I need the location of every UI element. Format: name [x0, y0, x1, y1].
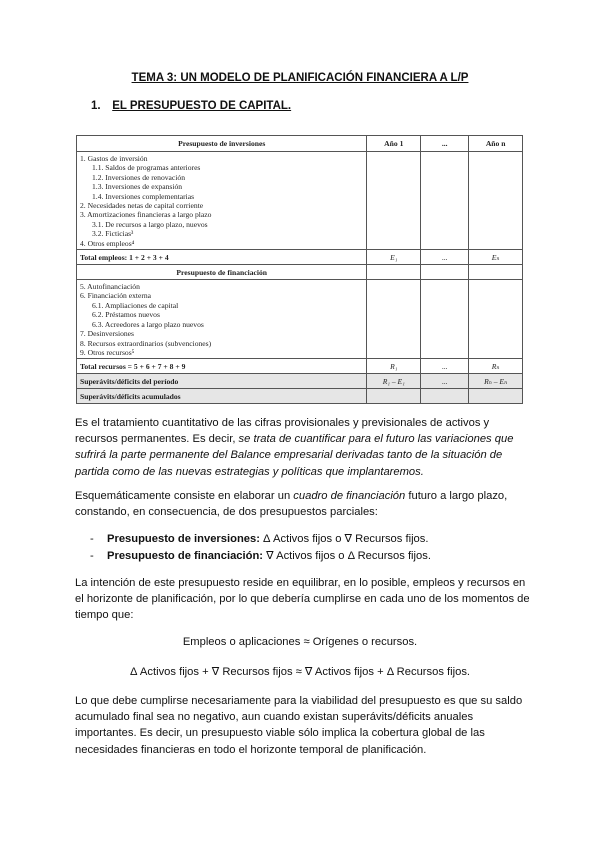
- table-cell: [367, 389, 421, 404]
- table-cell: [469, 265, 523, 280]
- bullet-dash: -: [90, 533, 94, 545]
- table-cell: [421, 152, 469, 250]
- total-uses-yearn: Eₙ: [469, 250, 523, 265]
- financing-items: [77, 280, 367, 359]
- document-title: TEMA 3: UN MODELO DE PLANIFICACIÓN FINANCIERA A L/P: [131, 72, 469, 84]
- list-item: [90, 531, 431, 548]
- paragraph-scheme: [75, 488, 530, 520]
- list-item: 2. Necesidades netas de capital corriente: [80, 201, 204, 211]
- total-uses-year1: E₁: [367, 250, 421, 265]
- list-item: 3.2. Ficticias³: [92, 229, 134, 239]
- dots-header: ...: [421, 136, 469, 152]
- table-cell: [421, 389, 469, 404]
- formula-assets-resources: Δ Activos fijos + ∇ Recursos fijos ≈ ∇ Activos fijos + Δ Recursos fijos.: [129, 666, 471, 678]
- list-item: 5. Autofinanciación: [80, 282, 140, 292]
- paragraph-intention: La intención de este presupuesto reside en equilibrar, en lo posible, empleos y recursos en el horizonte de planificación, por lo que debería cumplirse en cada uno de los momentos de tiempo que:: [75, 577, 530, 622]
- table-cell: [469, 389, 523, 404]
- investment-items-row: [77, 152, 523, 250]
- bullet-dash: -: [90, 549, 94, 562]
- section-number: 1.: [91, 100, 101, 112]
- list-item: 6.3. Acreedores a largo plazo nuevos: [92, 319, 204, 329]
- total-resources-year1: R₁: [367, 359, 421, 374]
- formula-uses-sources: Empleos o aplicaciones ≈ Orígenes o recursos.: [182, 636, 418, 648]
- yearn-header: Año n: [469, 136, 523, 152]
- section-title: EL PRESUPUESTO DE CAPITAL.: [112, 100, 292, 112]
- accumulated-surplus-label: Superávits/déficits acumulados: [77, 389, 367, 404]
- bullet-text: Δ Activos fijos o ∇ Recursos fijos.: [259, 533, 429, 545]
- table-cell: [469, 152, 523, 250]
- list-item: 6.2. Préstamos nuevos: [92, 310, 160, 320]
- table-cell: [421, 280, 469, 359]
- list-item: 1. Gastos de inversión: [80, 154, 148, 163]
- table-cell: [367, 280, 421, 359]
- investments-header: Presupuesto de inversiones: [77, 136, 367, 152]
- list-item: [90, 548, 431, 565]
- year1-header: Año 1: [367, 136, 421, 152]
- financing-header: Presupuesto de financiación: [77, 265, 367, 280]
- accumulated-surplus-row: [77, 389, 523, 404]
- paragraph-scheme-italic: cuadro de financiación: [293, 490, 406, 502]
- table-cell: [367, 265, 421, 280]
- financing-items-row: [77, 280, 523, 359]
- list-item: 1.2. Inversiones de renovación: [92, 172, 185, 182]
- list-item: 1.1. Saldos de programas anteriores: [92, 163, 201, 173]
- period-surplus-year1: R₁ – E₁: [367, 374, 421, 389]
- list-item: 4. Otros empleos⁴: [80, 238, 135, 248]
- total-uses-row: [77, 250, 523, 265]
- total-uses-dots: ...: [421, 250, 469, 265]
- list-item: 9. Otros recursos⁵: [80, 347, 135, 357]
- paragraph-scheme-after: futuro a largo plazo, constando, en consecuencia, de dos presupuestos parciales:: [75, 490, 508, 519]
- list-item: 3. Amortizaciones financieras a largo plazo: [80, 210, 212, 220]
- total-resources-row: [77, 359, 523, 374]
- capital-budget-table: [76, 135, 523, 404]
- period-surplus-dots: ...: [421, 374, 469, 389]
- paragraph-definition-italic: se trata de cuantificar para el futuro las variaciones que sufrirá la parte permanente del Balance empresarial derivadas tanto de la situación de partida como de las nuevas estrategias y políticas que implantaremos.: [75, 433, 514, 478]
- financing-header-row: [77, 265, 523, 280]
- total-resources-yearn: Rₙ: [469, 359, 523, 374]
- section-heading: [91, 100, 291, 112]
- paragraph-viability: Lo que debe cumplirse necesariamente para la viabilidad del presupuesto es que su saldo acumulado final sea no negativo, aun cuando existan superávits/déficits anuales importantes. Es decir, un presupuesto viable sólo implica la cobertura global de las necesidades financieras en todo el horizonte temporal de planificación.: [75, 695, 523, 756]
- total-resources-dots: ...: [421, 359, 469, 374]
- total-resources-label: Total recursos = 5 + 6 + 7 + 8 + 9: [77, 359, 367, 374]
- budget-bullet-list: [90, 531, 431, 564]
- list-item: 1.3. Inversiones de expansión: [92, 182, 183, 192]
- list-item: 7. Desinversiones: [80, 329, 134, 339]
- list-item: 1.4. Inversiones complementarias: [92, 191, 195, 201]
- paragraph-scheme-before: Esquemáticamente consiste en elaborar un: [75, 490, 294, 502]
- list-item: 6. Financiación externa: [80, 291, 152, 301]
- bullet-label: Presupuesto de inversiones:: [107, 533, 260, 545]
- list-item: 8. Recursos extraordinarios (subvenciones): [80, 338, 212, 348]
- total-uses-label: Total empleos: 1 + 2 + 3 + 4: [77, 250, 367, 265]
- table-cell: [421, 265, 469, 280]
- paragraph-definition: [75, 415, 530, 480]
- bullet-label: Presupuesto de financiación:: [107, 549, 264, 562]
- table-cell: [469, 280, 523, 359]
- period-surplus-yearn: Rₙ – Eₙ: [469, 374, 523, 389]
- table-header-row: [77, 136, 523, 152]
- table-cell: [367, 152, 421, 250]
- list-item: 6.1. Ampliaciones de capital: [92, 300, 179, 310]
- investment-items: [77, 152, 367, 250]
- period-surplus-label: Superávits/déficits del período: [77, 374, 367, 389]
- paragraph-definition-text: Es el tratamiento cuantitativo de las cifras provisionales y previsionales de activos y recursos permanentes. Es decir,: [75, 417, 490, 446]
- bullet-text: ∇ Activos fijos o Δ Recursos fijos.: [263, 549, 431, 562]
- period-surplus-row: [77, 374, 523, 389]
- list-item: 3.1. De recursos a largo plazo, nuevos: [92, 219, 208, 229]
